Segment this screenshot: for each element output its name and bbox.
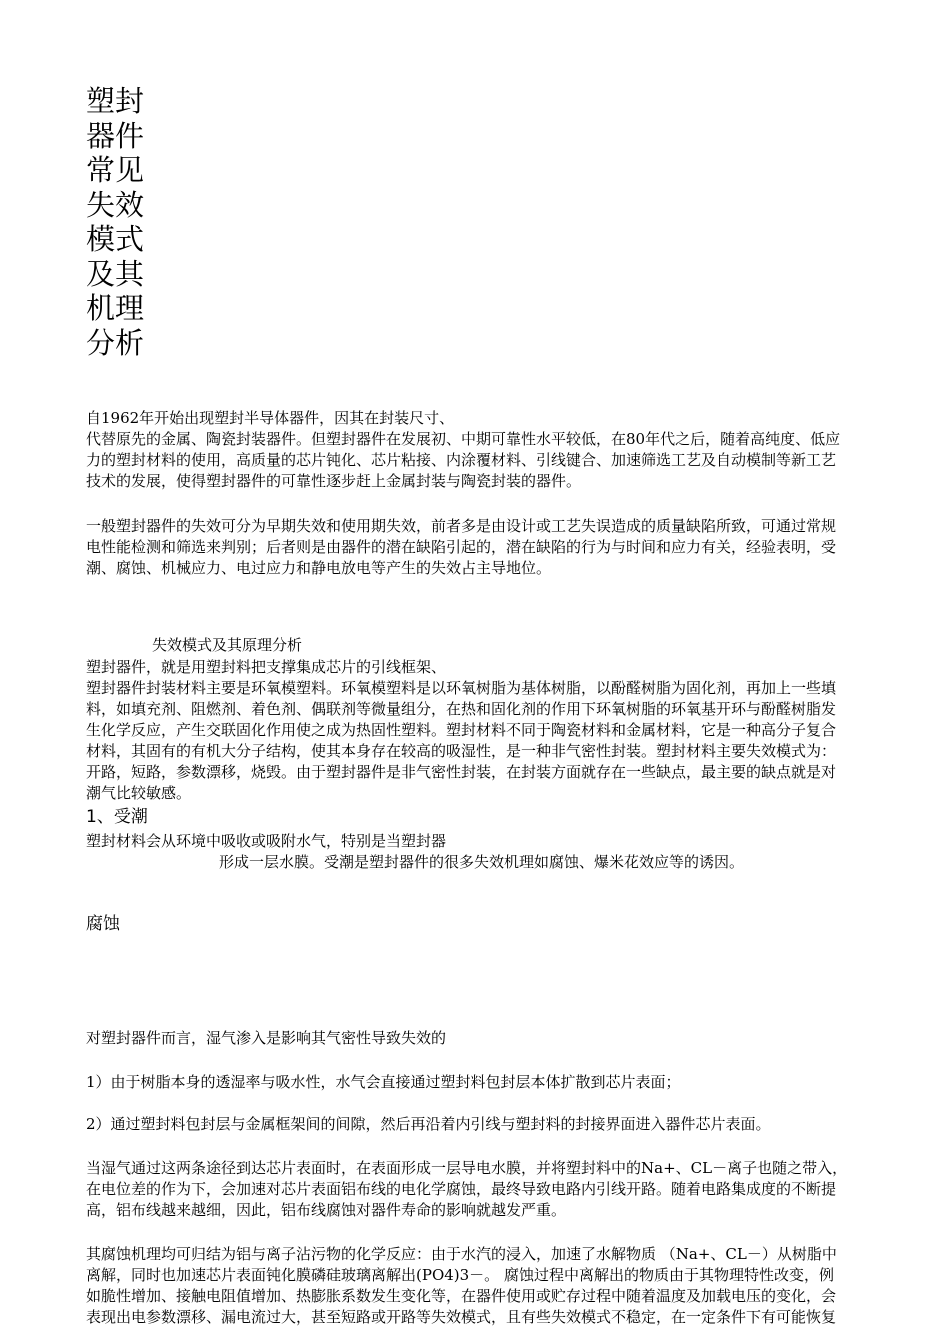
text-line: 塑封器件封装材料主要是环氧模塑料。环氧模塑料是以环氧树脂为基体树脂，以酚醛树脂为固化剂，再加上一些填	[86, 679, 837, 697]
title-line: 器件	[86, 118, 145, 153]
text-line: 自1962年开始出现塑封半导体器件，因其在封装尺寸、	[86, 409, 455, 427]
heading-corrosion: 腐蚀	[86, 914, 120, 934]
document-title	[86, 84, 150, 360]
text-line: 技术的发展，使得塑封器件的可靠性逐步赶上金属封装与陶瓷封装的器件。	[86, 472, 582, 490]
title-line: 常见	[86, 153, 145, 187]
heading-moisture: 1、受潮	[86, 807, 148, 827]
text-line: 如脆性增加、接触电阻值增加、热膨胀系数发生变化等，在器件使用或贮存过程中随着温度及加载电压的变化，会	[86, 1287, 837, 1305]
text-line: 其腐蚀机理均可归结为铝与离子沾污物的化学反应：由于水汽的浸入，加速了水解物质 （Na+、CL－）从树脂中	[86, 1245, 837, 1263]
text-line: 当湿气通过这两条途径到达芯片表面时，在表面形成一层导电水膜，并将塑封料中的Na+、CL－离子也随之带入，	[86, 1159, 848, 1177]
title-line: 失效	[86, 187, 145, 222]
text-line: 潮气比较敏感。	[86, 784, 192, 802]
text-line: 表现出电参数漂移、漏电流过大，甚至短路或开路等失效模式，且有些失效模式不稳定，在一定条件下有可能恢复	[86, 1308, 837, 1326]
text-line: 塑封材料会从环境中吸收或吸附水气，特别是当塑封器	[86, 832, 447, 850]
section-paragraph	[86, 657, 836, 804]
intro-paragraph-1	[86, 408, 840, 492]
corrosion-item-2: 2）通过塑封料包封层与金属框架间的间隙，然后再沿着内引线与塑封料的封接界面进入器件芯片表面。	[86, 1115, 771, 1133]
text-line: 形成一层水膜。受潮是塑封器件的很多失效机理如腐蚀、爆米花效应等的诱因。	[219, 853, 745, 871]
text-line: 料，如填充剂、阻燃剂、着色剂、偶联剂等微量组分，在热和固化剂的作用下环氧树脂的环氧基开环与酚醛树脂发	[86, 700, 837, 718]
title-line: 机理	[86, 291, 145, 325]
section-heading	[86, 635, 302, 656]
title-line: 塑封	[86, 84, 145, 118]
title-line: 分析	[86, 325, 145, 360]
text-line: 材料，其固有的有机大分子结构，使其本身存在较高的吸湿性，是一种非气密性封装。塑封材料主要失效模式为：	[86, 742, 837, 760]
corrosion-paragraph-3	[86, 1244, 837, 1328]
title-line: 模式	[86, 222, 145, 256]
text-line: 开路，短路，参数漂移，烧毁。由于塑封器件是非气密性封装，在封装方面就存在一些缺点，最主要的缺点就是对	[86, 763, 837, 781]
text-line: 塑封器件，就是用塑封料把支撑集成芯片的引线框架、	[86, 658, 447, 676]
text-line: 高，铝布线越来越细，因此，铝布线腐蚀对器件寿命的影响就越发严重。	[86, 1201, 567, 1219]
text-line: 生化学反应，产生交联固化作用使之成为热固性塑料。塑封材料不同于陶瓷材料和金属材料，它是一种高分子复合	[86, 721, 837, 739]
corrosion-item-1: 1）由于树脂本身的透湿率与吸水性，水气会直接通过塑封料包封层本体扩散到芯片表面；	[86, 1073, 681, 1091]
intro-paragraph-2	[86, 516, 836, 579]
corrosion-intro: 对塑封器件而言，湿气渗入是影响其气密性导致失效的	[86, 1029, 447, 1047]
text-line: 电性能检测和筛选来判别；后者则是由器件的潜在缺陷引起的，潜在缺陷的行为与时间和应力有关，经验表明，受	[86, 538, 837, 556]
section-heading-text: 失效模式及其原理分析	[152, 636, 303, 654]
moisture-paragraph	[86, 831, 744, 873]
corrosion-paragraph-2	[86, 1158, 847, 1221]
title-line: 及其	[86, 256, 145, 291]
text-line: 离解，同时也加速芯片表面钝化膜磷硅玻璃离解出(PO4)3－。 腐蚀过程中离解出的物质由于其物理特性改变，例	[86, 1266, 834, 1284]
text-line: 潮、腐蚀、机械应力、电过应力和静电放电等产生的失效占主导地位。	[86, 559, 552, 577]
text-line: 力的塑封材料的使用，高质量的芯片钝化、芯片粘接、内涂覆材料、引线键合、加速筛选工艺及自动模制等新工艺	[86, 451, 837, 469]
text-line: 代替原先的金属、陶瓷封装器件。但塑封器件在发展初、中期可靠性水平较低，在80年代之后，随着高纯度、低应	[86, 430, 841, 448]
text-line: 一般塑封器件的失效可分为早期失效和使用期失效，前者多是由设计或工艺失误造成的质量缺陷所致，可通过常规	[86, 517, 837, 535]
text-line: 在电位差的作为下，会加速对芯片表面铝布线的电化学腐蚀，最终导致电路内引线开路。随着电路集成度的不断提	[86, 1180, 837, 1198]
